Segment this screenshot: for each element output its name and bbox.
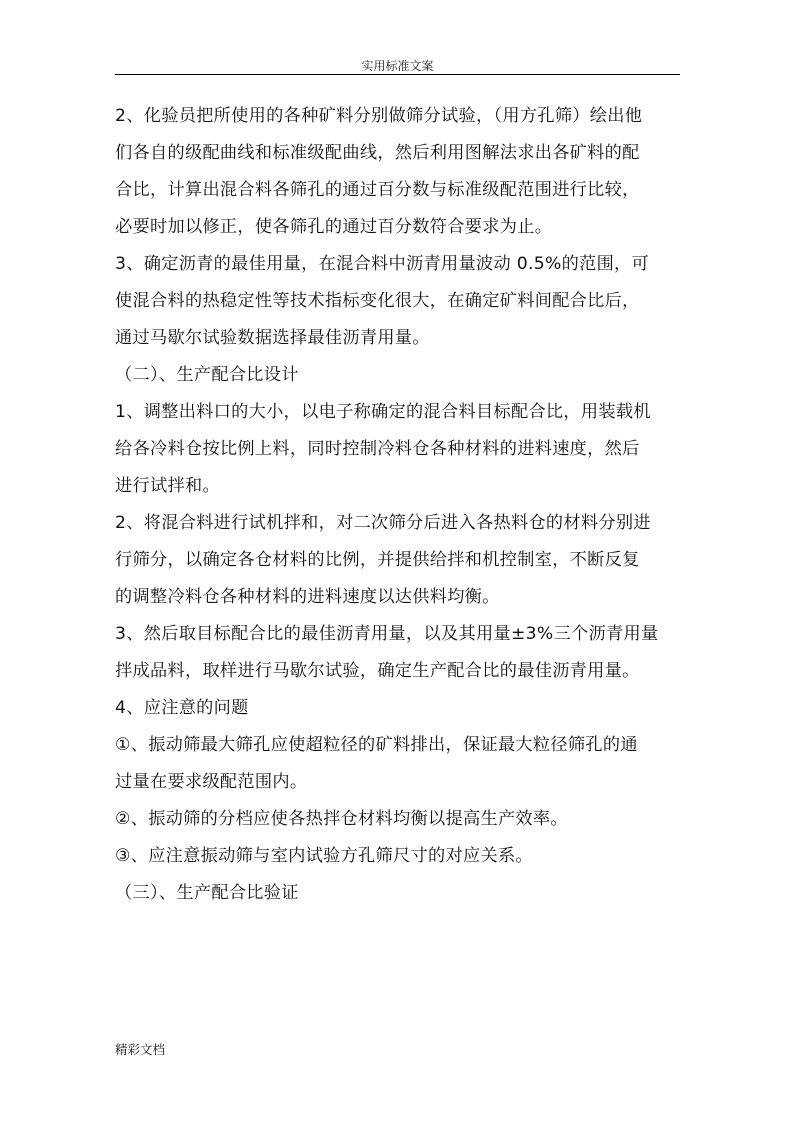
page-footer-text: 精彩文档 xyxy=(115,1042,166,1057)
body-line: 必要时加以修正，使各筛孔的通过百分数符合要求为止。 xyxy=(115,217,553,237)
body-line: 2、将混合料进行试机拌和，对二次筛分后进入各热料仓的材料分别进 xyxy=(115,513,651,533)
body-line: 3、确定沥青的最佳用量，在混合料中沥青用量波动 0.5%的范围，可 xyxy=(115,254,650,274)
body-line: 们各自的级配曲线和标准级配曲线，然后利用图解法求出各矿料的配 xyxy=(115,143,640,163)
body-line: 过量在要求级配范围内。 xyxy=(115,772,308,792)
subsection-heading: 4、应注意的问题 xyxy=(115,698,249,718)
body-line: 的调整冷料仓各种材料的进料速度以达供料均衡。 xyxy=(115,587,500,607)
body-line: ②、振动筛的分档应使各热拌仓材料均衡以提高生产效率。 xyxy=(115,809,568,829)
section-heading: （二）、生产配合比设计 xyxy=(115,365,299,385)
body-line: ③、应注意振动筛与室内试验方孔筛尺寸的对应关系。 xyxy=(115,846,533,866)
body-line: 1、调整出料口的大小，以电子称确定的混合料目标配合比，用装载机 xyxy=(115,402,651,422)
section-heading: （三）、生产配合比验证 xyxy=(115,883,299,903)
body-line: 拌成品料，取样进行马歇尔试验，确定生产配合比的最佳沥青用量。 xyxy=(115,661,640,681)
body-line: 使混合料的热稳定性等技术指标变化很大，在确定矿料间配合比后， xyxy=(115,291,640,311)
header-divider xyxy=(115,74,680,75)
document-body xyxy=(115,98,685,912)
page-header-title: 实用标准文案 xyxy=(361,59,434,73)
body-line: ①、振动筛最大筛孔应使超粒径的矿料排出，保证最大粒径筛孔的通 xyxy=(115,735,638,755)
body-line: 进行试拌和。 xyxy=(115,476,220,496)
body-line: 2、化验员把所使用的各种矿料分别做筛分试验，（用方孔筛）绘出他 xyxy=(115,106,643,126)
body-line: 行筛分，以确定各仓材料的比例，并提供给拌和机控制室，不断反复 xyxy=(115,550,640,570)
body-line: 3、然后取目标配合比的最佳沥青用量，以及其用量±3%三个沥青用量 xyxy=(115,624,659,644)
body-line: 给各冷料仓按比例上料，同时控制冷料仓各种材料的进料速度，然后 xyxy=(115,439,640,459)
body-line: 合比，计算出混合料各筛孔的通过百分数与标准级配范围进行比较， xyxy=(115,180,640,200)
body-line: 通过马歇尔试验数据选择最佳沥青用量。 xyxy=(115,328,430,348)
